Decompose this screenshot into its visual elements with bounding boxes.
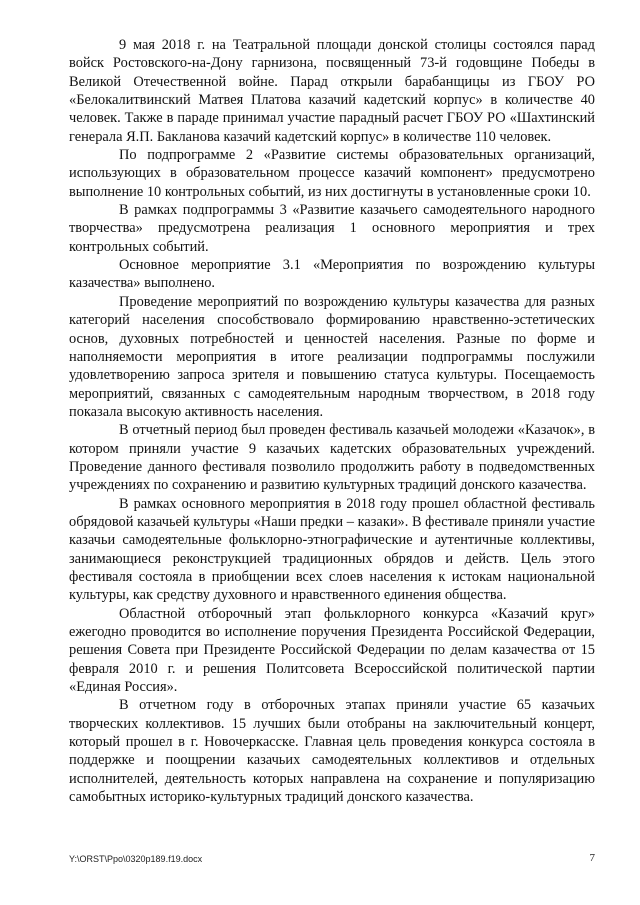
- page-number: 7: [589, 852, 595, 864]
- paragraph-activity-3-1: Основное мероприятие 3.1 «Мероприятия по возрождению культуры казачества» выполнено.: [69, 257, 595, 292]
- paragraph-parade: 9 мая 2018 г. на Театральной площади донской столицы состоялся парад войск Ростовского-на-Дону гарнизона, посвященный 73-й годовщине Победы в Великой Отечественной войне. Парад открыли барабанщицы из ГБОУ РО «Белокалитвинский Матвея Платова казачий кадетский корпус» в количестве 40 человек. Также в параде принимал участие парадный расчет ГБОУ РО «Шахтинский генерала Я.П. Бакланова казачий кадетский корпус» в количестве 110 человек.: [69, 37, 595, 145]
- paragraph-qualifying-stages: В отчетном году в отборочных этапах приняли участие 65 казачьих творческих коллективов. 15 лучших были отобраны на заключительный концерт, который прошел в г. Новочеркасске. Главная цель проведения конкурса состояла в поддержке и поощрении казачьих самодеятельных коллективов и отдельных исполнителей, деятельность которых направлена на сохранение и популяризацию самобытных историко-культурных традиций донского казачества.: [69, 697, 595, 806]
- footer-file-path: Y:\ORST\Ppo\0320p189.f19.docx: [69, 854, 203, 864]
- body-text: [69, 36, 595, 806]
- paragraph-ancestors-festival: В рамках основного мероприятия в 2018 году прошел областной фестиваль обрядовой казачьей культуры «Наши предки – казаки». В фестивале приняли участие казачьи самодеятельные фольклорно-этнографические и аутентичные коллективы, занимающиеся реконструкцией традиционных обрядов и действ. Цель этого фестиваля состояла в приобщении всех слоев населения к истокам национальной культуры, как средству духовного и нравственного единения общества.: [69, 495, 595, 604]
- paragraph-subprogram-2: По подпрограмме 2 «Развитие системы образовательных организаций, использующих в образовательном процессе казачий компонент» предусмотрено выполнение 10 контрольных событий, из них достигнуты в установленные сроки 10.: [69, 147, 595, 200]
- paragraph-subprogram-3: В рамках подпрограммы 3 «Развитие казачьего самодеятельного народного творчества» предусмотрена реализация 1 основного мероприятия и трех контрольных событий.: [69, 202, 595, 255]
- paragraph-kazachiy-krug: Областной отборочный этап фольклорного конкурса «Казачий круг» ежегодно проводится во исполнение поручения Президента Российской Федерации, решения Совета при Президенте Российской Федерации по делам казачества от 15 февраля 2010 г. и решения Политсовета Всероссийской политической партии «Единая Россия».: [69, 605, 595, 696]
- paragraph-kazachok-festival: В отчетный период был проведен фестиваль казачьей молодежи «Казачок», в котором приняли участие 9 казачьих кадетских образовательных учреждений. Проведение данного фестиваля позволило продолжить работу в подведомственных учреждениях по сохранению и развитию культурных традиций донского казачества.: [69, 422, 595, 494]
- paragraph-culture-events: Проведение мероприятий по возрождению культуры казачества для разных категорий населения способствовало формированию нравственно-эстетических основ, духовных потребностей и ценностей населения. Разные по форме и наполняемости мероприятия в итоге реализации подпрограммы послужили удовлетворению запроса зрителя и повышению статуса культуры. Посещаемость мероприятий, связанных с самодеятельным народным творчеством, в 2018 году показала высокую активность населения.: [69, 293, 595, 420]
